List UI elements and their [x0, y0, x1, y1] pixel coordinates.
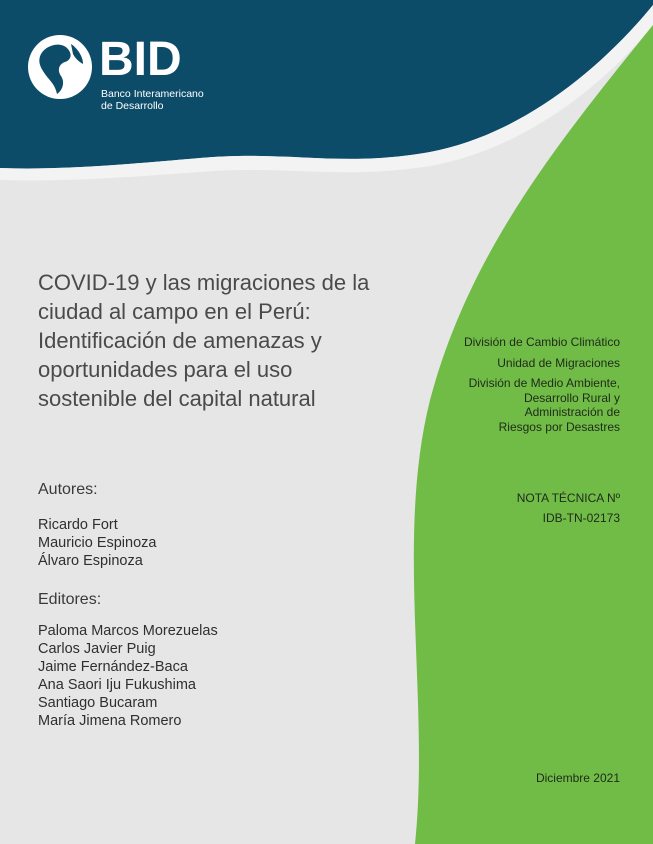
- title-line: ciudad al campo en el Perú:: [38, 299, 311, 324]
- author-name: Mauricio Espinoza: [38, 535, 157, 551]
- title-line: oportunidades para el uso: [38, 357, 293, 382]
- note-number: IDB-TN-02173: [542, 511, 620, 525]
- title-line: Identificación de amenazas y: [38, 328, 322, 353]
- authors-list: [38, 516, 156, 570]
- publication-date: Diciembre 2021: [535, 771, 620, 785]
- authors-heading: Autores:: [38, 481, 98, 498]
- logo-subtitle: [101, 88, 204, 112]
- division-environment-line: Administración de: [524, 405, 620, 419]
- author-name: Ricardo Fort: [38, 517, 118, 533]
- logo-subtitle-line1: Banco Interamericano: [101, 88, 204, 100]
- logo-subtitle-line2: de Desarrollo: [101, 100, 164, 112]
- division-environment-line: Riesgos por Desastres: [498, 419, 620, 434]
- author-name: Álvaro Espinoza: [38, 553, 143, 569]
- globe-americas-icon: [27, 34, 95, 100]
- editor-name: María Jimena Romero: [38, 713, 182, 729]
- editor-name: Santiago Bucaram: [38, 695, 158, 711]
- editor-name: Jaime Fernández-Baca: [38, 659, 188, 675]
- title-line: COVID-19 y las migraciones de la: [38, 270, 370, 295]
- logo-wordmark: BID: [99, 33, 182, 86]
- bid-logo: [27, 30, 227, 120]
- editor-name: Carlos Javier Puig: [38, 641, 156, 657]
- note-label: NOTA TÉCNICA Nº: [516, 491, 620, 505]
- division-environment-line: Desarrollo Rural y: [523, 390, 620, 405]
- divisions-block: [464, 335, 620, 440]
- title-line: sostenible del capital natural: [38, 386, 316, 411]
- division-migration: Unidad de Migraciones: [497, 355, 620, 370]
- editor-name: Ana Saori Iju Fukushima: [38, 677, 196, 693]
- division-climate: División de Cambio Climático: [463, 335, 620, 349]
- editors-heading: Editores:: [38, 591, 102, 608]
- technical-note: [517, 488, 620, 528]
- editor-name: Paloma Marcos Morezuelas: [38, 623, 218, 639]
- division-environment-line: División de Medio Ambiente,: [468, 376, 620, 390]
- division-environment: [464, 376, 620, 434]
- editors-list: [38, 622, 218, 730]
- document-title: [38, 268, 418, 413]
